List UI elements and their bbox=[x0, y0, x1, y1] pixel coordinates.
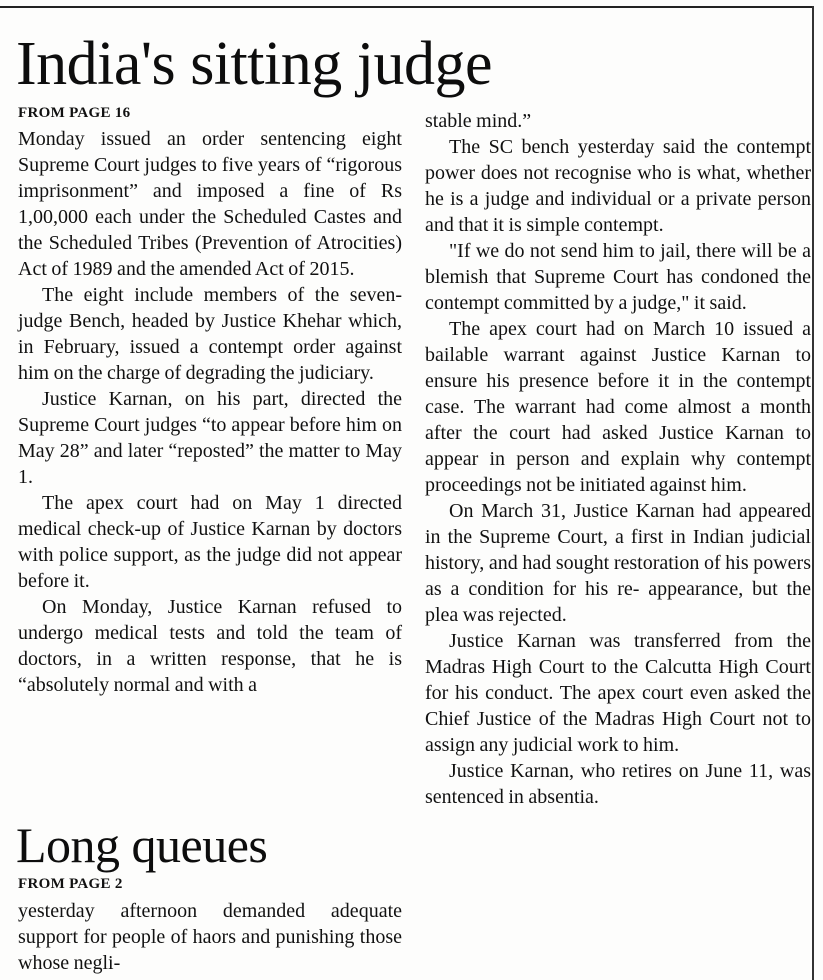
paragraph: The apex court had on May 1 directed medical check-up of Justice Karnan by doctors with police support, as the judge did not appear before it. bbox=[18, 492, 402, 592]
paragraph: stable mind.” bbox=[425, 110, 532, 132]
paragraph: yesterday afternoon demanded adequate support for people of haors and punishing those whose negli- bbox=[18, 900, 402, 974]
from-page-label: FROM PAGE 2 bbox=[18, 876, 123, 892]
paragraph: Justice Karnan, who retires on June 11, was sentenced in absentia. bbox=[425, 760, 811, 808]
top-rule bbox=[0, 6, 812, 8]
from-page-label: FROM PAGE 16 bbox=[18, 105, 131, 121]
paragraph: Justice Karnan was transferred from the Madras High Court to the Calcutta High Court for his conduct. The apex court even asked the Chief Justice of the Madras High Court not to assign any judicial work to him. bbox=[425, 630, 811, 756]
article-bottom-column bbox=[18, 898, 402, 976]
paragraph: Justice Karnan, on his part, directed the Supreme Court judges “to appear before him on May 28” and later “reposted” the matter to May 1. bbox=[18, 388, 402, 488]
headline-india-sitting-judge: India's sitting judge bbox=[16, 30, 492, 98]
paragraph: On March 31, Justice Karnan had appeared in the Supreme Court, a first in Indian judicial history, and had sought restoration of his powers as a condition for his re- appearance, but the plea was rejected. bbox=[425, 500, 811, 626]
column-rule bbox=[812, 6, 814, 980]
paragraph: "If we do not send him to jail, there will be a blemish that Supreme Court has condoned the contempt committed by a judge," it said. bbox=[425, 240, 811, 314]
paragraph: The SC bench yesterday said the contempt power does not recognise who is what, whether he is a judge and individual or a private person and that it is simple contempt. bbox=[425, 136, 811, 236]
paragraph: Monday issued an order sentencing eight Supreme Court judges to five years of “rigorous imprisonment” and imposed a fine of Rs 1,00,000 each under the Scheduled Castes and the Scheduled Tribes (Prevention of Atrocities) Act of 1989 and the amended Act of 2015. bbox=[18, 128, 402, 280]
paragraph: On Monday, Justice Karnan refused to undergo medical tests and told the team of doctors, in a written response, that he is “absolutely normal and with a bbox=[18, 596, 402, 696]
article-right-column bbox=[425, 108, 811, 810]
article-left-column bbox=[18, 126, 402, 698]
headline-long-queues: Long queues bbox=[16, 817, 268, 873]
paragraph: The apex court had on March 10 issued a bailable warrant against Justice Karnan to ensure his presence before it in the contempt case. The warrant had come almost a month after the court had asked Justice Karnan to appear in person and explain why contempt proceedings not be initiated against him. bbox=[425, 318, 811, 496]
paragraph: The eight include members of the seven-judge Bench, headed by Justice Khehar which, in February, issued a contempt order against him on the charge of degrading the judiciary. bbox=[18, 284, 402, 384]
